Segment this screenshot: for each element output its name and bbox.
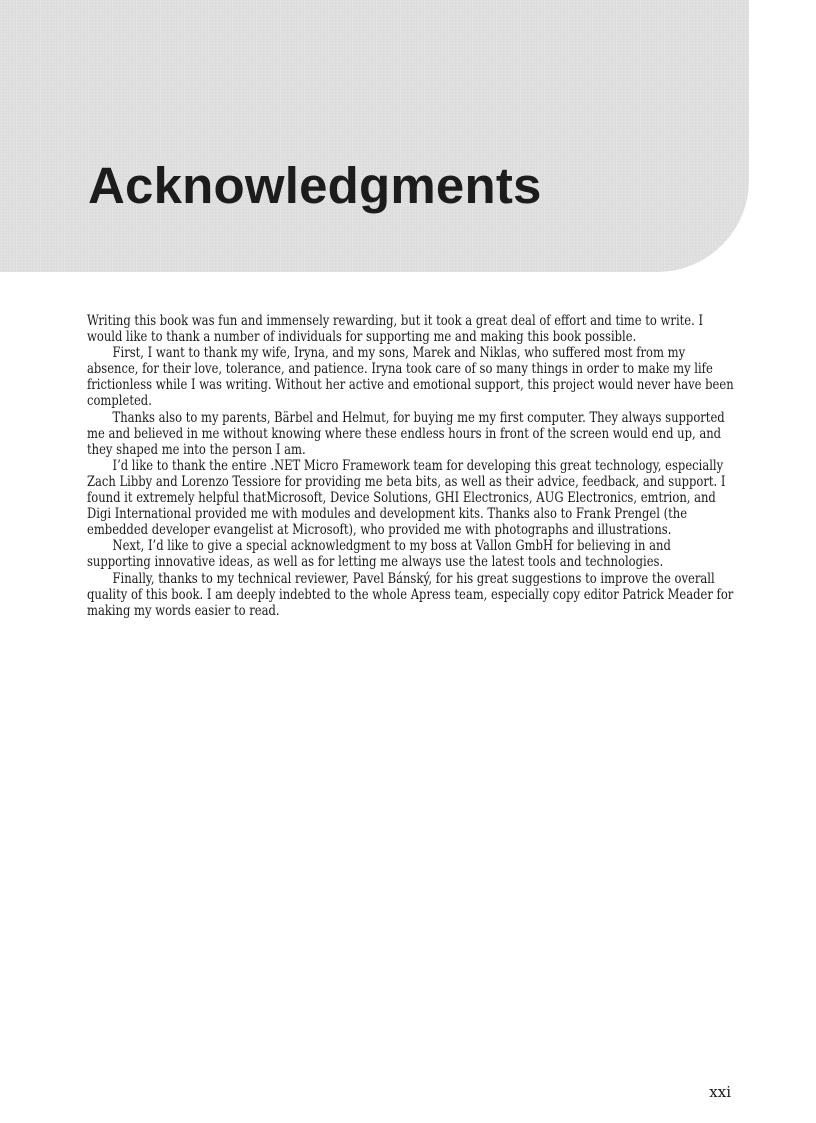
paragraph-reviewer: Finally, thanks to my technical reviewer, Pavel Bánský, for his great suggestions to improve the overall quality of this book. I am deeply indebted to the whole Apress team, especially copy editor Patrick Meader for making my words easier to read. (87, 570, 734, 619)
paragraph-microsoft-team: I’d like to thank the entire .NET Micro Framework team for developing this great technology, especially Zach Libby and Lorenzo Tessiore for providing me beta bits, as well as their advice, feedback, and support. I found it extremely helpful thatMicrosoft, Device Solutions, GHI Electronics, AUG Electronics, emtrion, and Digi International provided me with modules and development kits. Thanks also to Frank Prengel (the embedded developer evangelist at Microsoft), who provided me with photographs and illustrations. (87, 457, 726, 539)
chapter-title: Acknowledgments (88, 157, 542, 214)
paragraph-parents: Thanks also to my parents, Bärbel and Helmut, for buying me my first computer. They always supported me and believed in me without knowing where these endless hours in front of the screen would end up, and they shaped me into the person I am. (87, 409, 725, 458)
paragraph-family: First, I want to thank my wife, Iryna, and my sons, Marek and Niklas, who suffered most from my absence, for their love, tolerance, and patience. Iryna took care of so many things in order to make my life frictionless while I was writing. Without her active and emotional support, this project would never have been completed. (87, 345, 734, 410)
chapter-header-band (0, 0, 749, 272)
paragraph-boss: Next, I’d like to give a special acknowledgment to my boss at Vallon GmbH for believing in and supporting innovative ideas, as well as for letting me always use the latest tools and technologies. (87, 538, 671, 571)
page-number: xxi (709, 1083, 731, 1101)
paragraph-intro: Writing this book was fun and immensely rewarding, but it took a great deal of effort and time to write. I would like to thank a number of individuals for supporting me and making this book possible. (87, 313, 704, 346)
acknowledgments-body (87, 313, 735, 619)
